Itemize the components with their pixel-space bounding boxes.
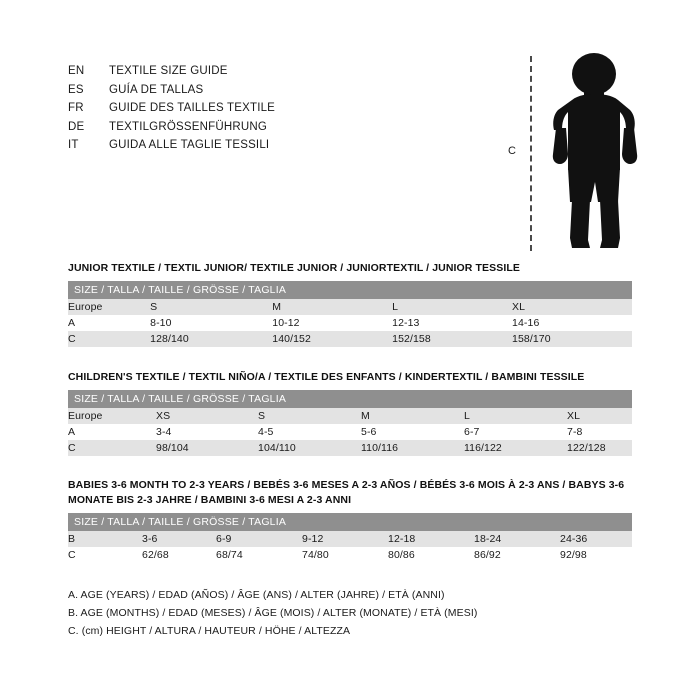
table-header-row — [68, 281, 632, 299]
row-label: A — [68, 315, 150, 331]
cell: 122/128 — [567, 440, 632, 456]
cell: 3-4 — [156, 424, 258, 440]
language-code: FR — [68, 102, 84, 114]
language-row — [68, 99, 448, 118]
language-text: GUIDE DES TAILLES TEXTILE — [109, 102, 276, 114]
cell: 3-6 — [142, 531, 216, 547]
cell: M — [361, 408, 464, 424]
language-code: ES — [68, 83, 84, 96]
cell: 92/98 — [560, 547, 632, 563]
section-children-textile — [68, 370, 632, 456]
cell: 5-6 — [361, 424, 464, 440]
language-text: GUÍA DE TALLAS — [109, 83, 204, 96]
table-row — [68, 424, 632, 440]
table-header-label: SIZE / TALLA / TAILLE / GRÖSSE / TAGLIA — [68, 513, 632, 531]
table-header-row — [68, 513, 632, 531]
language-list — [68, 62, 448, 155]
cell: 7-8 — [567, 424, 632, 440]
cell: L — [392, 299, 512, 315]
cell: XL — [512, 299, 632, 315]
cell: 8-10 — [150, 315, 272, 331]
section-babies-textile — [68, 478, 632, 563]
cell: XS — [156, 408, 258, 424]
language-text: GUIDA ALLE TAGLIE TESSILI — [109, 139, 270, 151]
height-marker-label: C — [508, 145, 516, 157]
cell: 98/104 — [156, 440, 258, 456]
cell: 9-12 — [302, 531, 388, 547]
language-code: EN — [68, 65, 85, 77]
cell: 62/68 — [142, 547, 216, 563]
child-silhouette-icon — [538, 50, 658, 255]
table-row — [68, 331, 632, 347]
row-label: Europe — [68, 299, 150, 315]
cell: 6-9 — [216, 531, 302, 547]
cell: S — [150, 299, 272, 315]
cell: 12-13 — [392, 315, 512, 331]
section-title: BABIES 3-6 MONTH TO 2-3 YEARS / BEBÉS 3-6 MESES A 2-3 AÑOS / BÉBÉS 3-6 MOIS À 2-3 ANS / BABYS 3-6 MONATE BIS 2-3 JAHRE / BAMBINI 3-6 MESI A 2-3 ANNI — [68, 479, 625, 506]
cell: 4-5 — [258, 424, 361, 440]
cell: 10-12 — [272, 315, 392, 331]
table-row — [68, 299, 632, 315]
cell: 110/116 — [361, 440, 464, 456]
row-label: B — [68, 531, 142, 547]
cell: 74/80 — [302, 547, 388, 563]
table-row — [68, 531, 632, 547]
table-row — [68, 408, 632, 424]
language-code: DE — [68, 120, 85, 133]
cell: 18-24 — [474, 531, 560, 547]
legend-line: C. (cm) HEIGHT / ALTURA / HAUTEUR / HÖHE / ALTEZZA — [68, 625, 351, 637]
section-title: JUNIOR TEXTILE / TEXTIL JUNIOR/ TEXTILE JUNIOR / JUNIORTEXTIL / JUNIOR TESSILE — [68, 262, 520, 274]
section-junior-textile — [68, 261, 632, 347]
babies-size-table — [68, 513, 632, 563]
cell: 152/158 — [392, 331, 512, 347]
language-row — [68, 62, 448, 81]
cell: 116/122 — [464, 440, 567, 456]
height-dashed-line — [530, 56, 532, 251]
language-code: IT — [68, 139, 79, 151]
table-header-row — [68, 390, 632, 408]
cell: 104/110 — [258, 440, 361, 456]
cell: S — [258, 408, 361, 424]
height-figure — [500, 50, 660, 265]
cell: 14-16 — [512, 315, 632, 331]
table-row — [68, 440, 632, 456]
cell: 86/92 — [474, 547, 560, 563]
cell: 128/140 — [150, 331, 272, 347]
cell: 158/170 — [512, 331, 632, 347]
cell: 80/86 — [388, 547, 474, 563]
table-row — [68, 315, 632, 331]
table-header-label: SIZE / TALLA / TAILLE / GRÖSSE / TAGLIA — [68, 281, 632, 299]
cell: 24-36 — [560, 531, 632, 547]
row-label: C — [68, 440, 156, 456]
cell: 6-7 — [464, 424, 567, 440]
language-row — [68, 81, 448, 100]
section-title: CHILDREN'S TEXTILE / TEXTIL NIÑO/A / TEXTILE DES ENFANTS / KINDERTEXTIL / BAMBINI TESSILE — [68, 371, 585, 383]
language-row — [68, 118, 448, 137]
row-label: C — [68, 547, 142, 563]
row-label: C — [68, 331, 150, 347]
cell: 68/74 — [216, 547, 302, 563]
language-text: TEXTILGRÖSSENFÜHRUNG — [109, 120, 267, 133]
junior-size-table — [68, 281, 632, 347]
cell: XL — [567, 408, 632, 424]
row-label: A — [68, 424, 156, 440]
cell: 12-18 — [388, 531, 474, 547]
legend — [68, 586, 632, 640]
children-size-table — [68, 390, 632, 456]
language-text: TEXTILE SIZE GUIDE — [109, 65, 228, 77]
cell: M — [272, 299, 392, 315]
legend-line: B. AGE (MONTHS) / EDAD (MESES) / ÂGE (MOIS) / ALTER (MONATE) / ETÀ (MESI) — [68, 607, 478, 619]
row-label: Europe — [68, 408, 156, 424]
legend-line: A. AGE (YEARS) / EDAD (AÑOS) / ÂGE (ANS) / ALTER (JAHRE) / ETÀ (ANNI) — [68, 589, 445, 601]
table-header-label: SIZE / TALLA / TAILLE / GRÖSSE / TAGLIA — [68, 390, 632, 408]
cell: 140/152 — [272, 331, 392, 347]
language-row — [68, 136, 448, 155]
table-row — [68, 547, 632, 563]
cell: L — [464, 408, 567, 424]
